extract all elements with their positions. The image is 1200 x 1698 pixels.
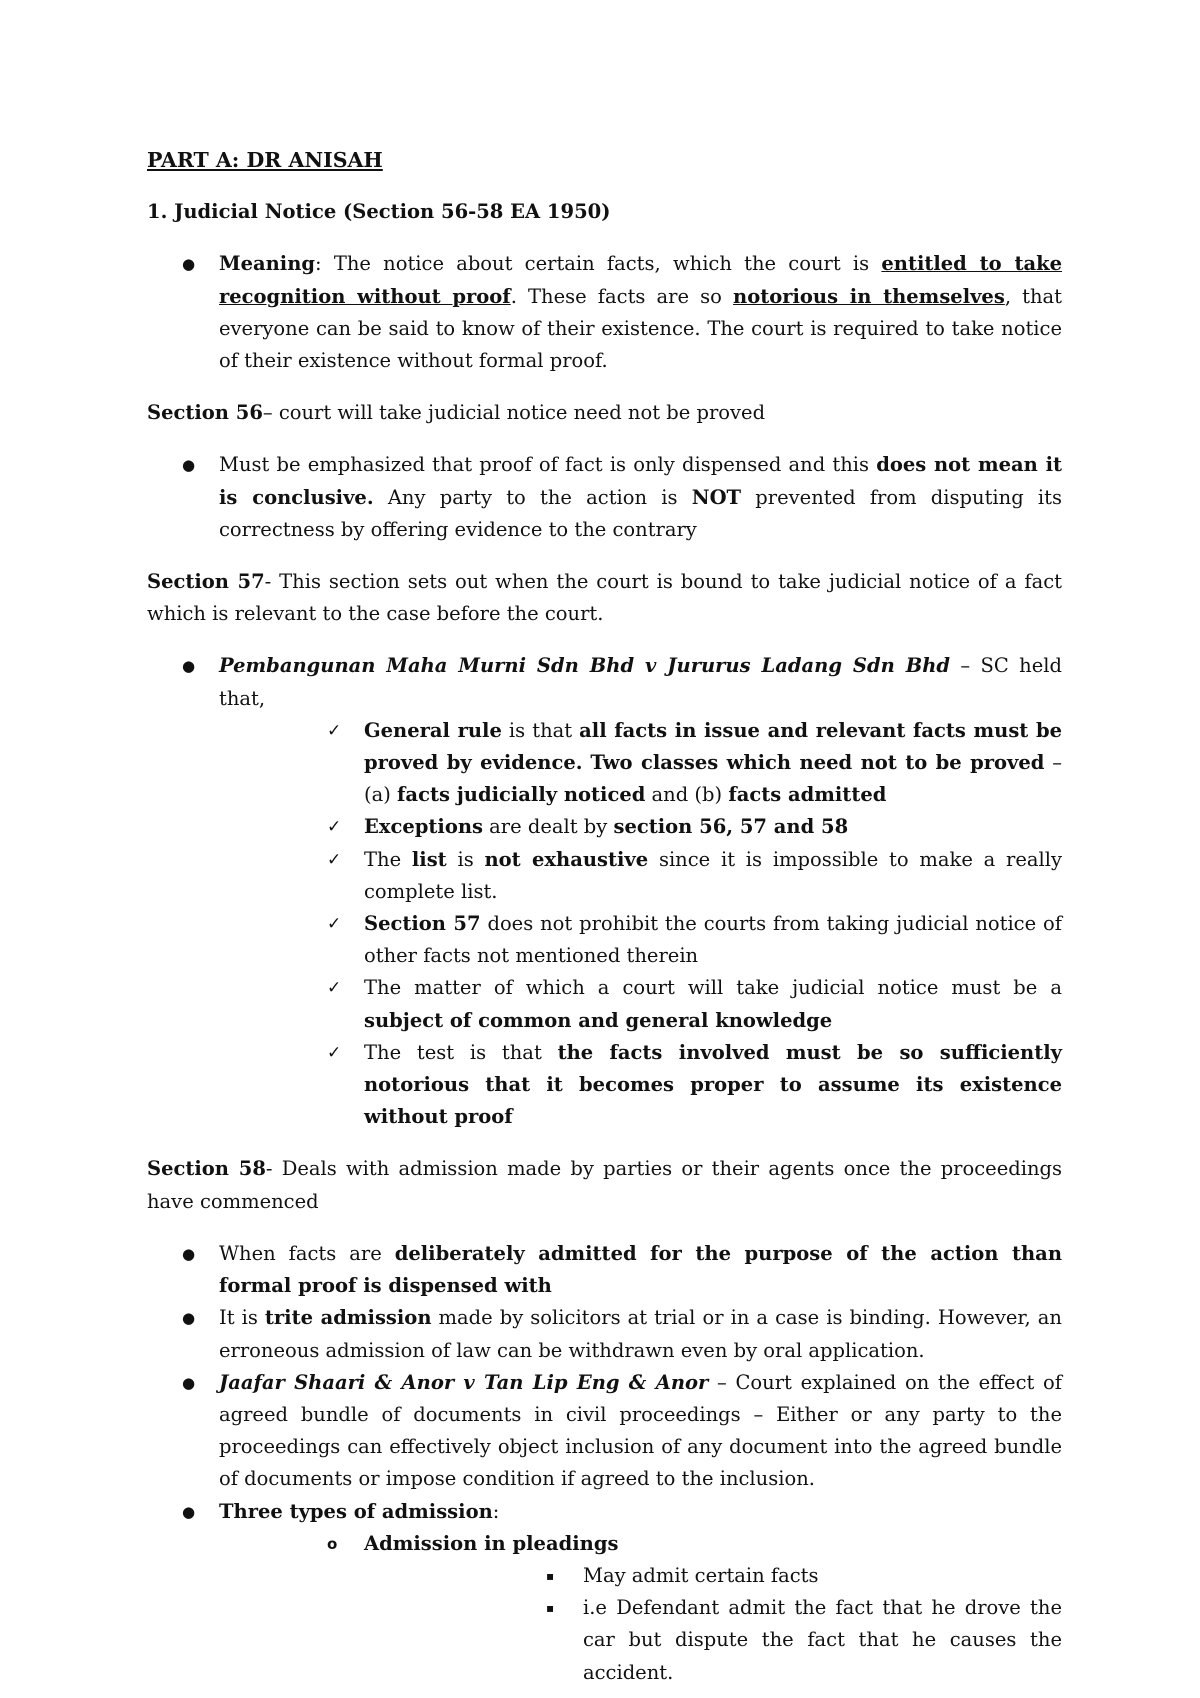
bullet-dot-icon: ● [182, 1244, 196, 1263]
check-item: ✓ The matter of which a court will take judicial notice must be a subject of common and general knowledge [219, 972, 1062, 1036]
case-item: ● Pembangunan Maha Murni Sdn Bhd v Jururus Ladang Sdn Bhd – SC held that, ✓ General rule is that all facts in issue and relevant facts must be proved by evidence. Two classes which need not to be proved – (a) facts judicially noticed and (b) facts admitted ✓ Exceptions are dealt by section 56, 57 and 58 ✓ The list is not exhaustive since it is impossible to make a really complete list. ✓ Section 57 does not prohibit the courts from taking judicial notice of other facts not mentioned therein ✓ The matter of which a court will take judicial notice must be a subject of common and general knowledge ✓ The test is that the facts involved must be so sufficiently notorious that it becomes proper to assume its existence without proof [147, 650, 1062, 1133]
bullet-dot-icon: ● [182, 1502, 196, 1521]
list-item: ● Must be emphasized that proof of fact is only dispensed and this does not mean it is conclusive. Any party to the action is NOT prevented from disputing its correctness by offering evidence to the contrary [147, 449, 1062, 546]
part-title: PART A: DR ANISAH [147, 148, 383, 172]
check-item: ✓ The test is that the facts involved must be so sufficiently notorious that it becomes proper to assume its existence without proof [219, 1037, 1062, 1134]
checkmark-icon: ✓ [327, 978, 342, 999]
sub-sub-list-item: ▪ i.e Defendant admit the fact that he drove the car but dispute the fact that he causes the accident. [364, 1592, 1062, 1689]
check-item: ✓ General rule is that all facts in issue and relevant facts must be proved by evidence. Two classes which need not to be proved – (a) facts judicially noticed and (b) facts admitted [219, 715, 1062, 812]
checkmark-icon: ✓ [327, 817, 342, 838]
case-name: Pembangunan Maha Murni Sdn Bhd v Jururus Ladang Sdn Bhd [219, 654, 951, 678]
bullet-dot-icon: ● [182, 255, 196, 274]
admission-types [219, 1528, 1062, 1689]
meaning-item: ● Meaning: The notice about certain facts, which the court is entitled to take recognition without proof. These facts are so notorious in themselves, that everyone can be said to know of their existence. The court is required to take notice of their existence without formal proof. [147, 248, 1062, 377]
checkmark-icon: ✓ [327, 914, 342, 935]
admission-pleadings-list [364, 1560, 1062, 1689]
case-points [219, 715, 1062, 1134]
meaning-list [147, 248, 1062, 377]
bullet-dot-icon: ● [182, 1309, 196, 1328]
checkmark-icon: ✓ [327, 849, 342, 870]
checkmark-icon: ✓ [327, 1042, 342, 1063]
section-58-paragraph: Section 58- Deals with admission made by parties or their agents once the proceedings have commenced [147, 1157, 1063, 1213]
section-heading: 1. Judicial Notice (Section 56-58 EA 1950) [147, 200, 611, 224]
list-item: ● When facts are deliberately admitted for the purpose of the action than formal proof is dispensed with [147, 1238, 1062, 1302]
section-56-list [147, 449, 1062, 546]
sub-list-item: o Admission in pleadings ▪ May admit certain facts ▪ i.e Defendant admit the fact that he drove the car but dispute the fact that he causes the accident. [219, 1528, 1062, 1689]
circle-bullet-icon: o [327, 1534, 338, 1553]
check-item: ✓ The list is not exhaustive since it is impossible to make a really complete list. [219, 844, 1062, 908]
case-name: Jaafar Shaari & Anor v Tan Lip Eng & Anor [219, 1370, 709, 1394]
bullet-dot-icon: ● [182, 456, 196, 475]
square-bullet-icon: ▪ [546, 1601, 555, 1616]
section-57-list [147, 650, 1062, 1133]
section-57-paragraph: Section 57- This section sets out when the court is bound to take judicial notice of a fact which is relevant to the case before the court. [147, 570, 1063, 626]
list-item: ● It is trite admission made by solicitors at trial or in a case is binding. However, an erroneous admission of law can be withdrawn even by oral application. [147, 1302, 1062, 1366]
sub-sub-list-item: ▪ May admit certain facts [364, 1560, 1062, 1592]
check-item: ✓ Section 57 does not prohibit the courts from taking judicial notice of other facts not mentioned therein [219, 908, 1062, 972]
section-56-paragraph: Section 56– court will take judicial notice need not be proved [147, 401, 766, 425]
list-item: ● Jaafar Shaari & Anor v Tan Lip Eng & Anor – Court explained on the effect of agreed bundle of documents in civil proceedings – Either or any party to the proceedings can effectively object inclusion of any document into the agreed bundle of documents or impose condition if agreed to the inclusion. [147, 1367, 1062, 1496]
list-item: ● Three types of admission: o Admission in pleadings ▪ May admit certain facts ▪ i.e Defendant admit the fact that he drove the car but dispute the fact that he causes the accident. [147, 1496, 1062, 1689]
checkmark-icon: ✓ [327, 720, 342, 741]
square-bullet-icon: ▪ [546, 1568, 555, 1583]
bullet-dot-icon: ● [182, 657, 196, 676]
check-item: ✓ Exceptions are dealt by section 56, 57 and 58 [219, 811, 1062, 843]
section-58-list [147, 1238, 1062, 1689]
bullet-dot-icon: ● [182, 1373, 196, 1392]
